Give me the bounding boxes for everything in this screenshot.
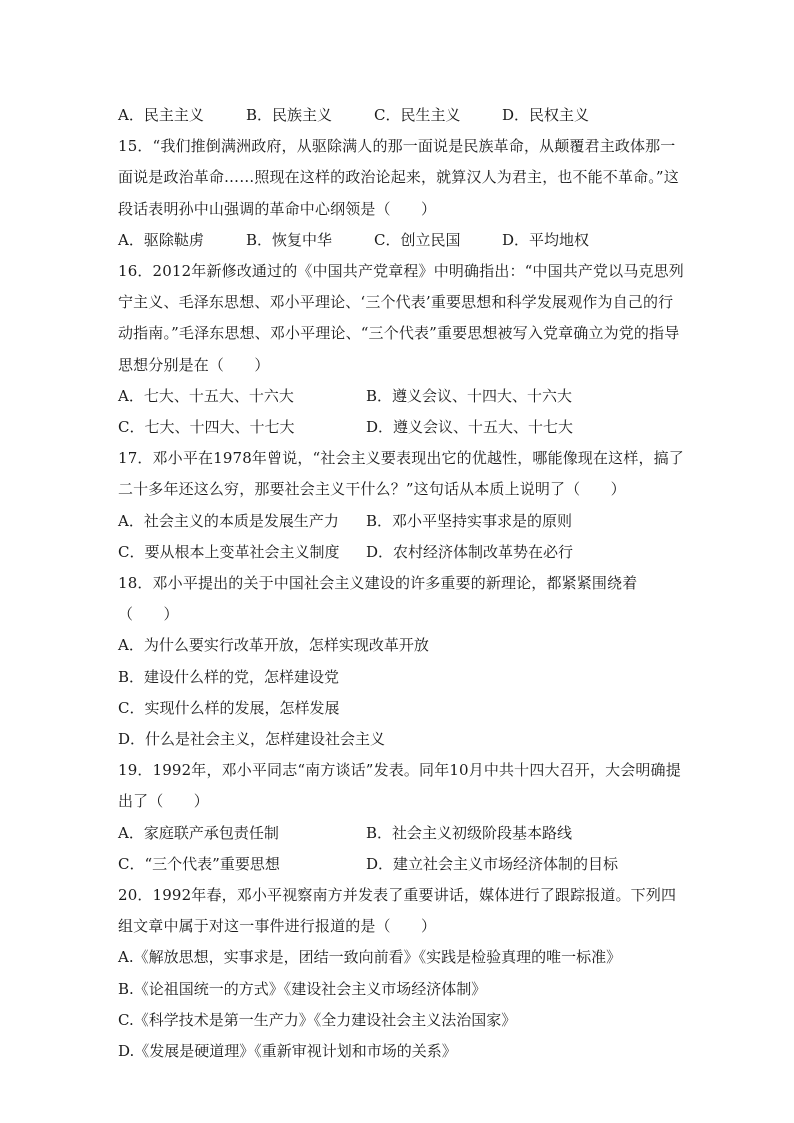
q19-option-d[interactable]: D．建立社会主义市场经济体制的目标 <box>366 854 619 873</box>
q14-option-b[interactable]: B．民族主义 <box>246 106 333 124</box>
q17-option-c[interactable]: C．要从根本上变革社会主义制度 <box>118 542 340 561</box>
q18-stem: 18．邓小平提出的关于中国社会主义建设的许多重要的新理论，都紧紧围绕着（ ） <box>118 574 638 624</box>
q14-option-d[interactable]: D．民权主义 <box>502 106 590 124</box>
q14-options <box>118 100 688 131</box>
q15-stem: 15．“我们推倒满洲政府，从驱除满人的那一面说是民族革命，从颠覆君主政体那一面说是政治革命……照现在这样的政治论起来，就算汉人为君主，也不能不革命。”这段话表明孙中山强调的革命中心纲领是（ ） <box>118 137 679 218</box>
q16-option-d[interactable]: D．遵义会议、十五大、十七大 <box>366 418 574 437</box>
q16-option-b[interactable]: B．遵义会议、十四大、十六大 <box>366 386 573 405</box>
q17-stem: 17．邓小平在1978年曾说，“社会主义要表现出它的优越性，哪能像现在这样，搞了二十多年还这么穷，那要社会主义干什么？”这句话从本质上说明了（ ） <box>118 449 684 499</box>
q15-option-d[interactable]: D．平均地权 <box>502 230 590 249</box>
q20-stem: 20．1992年春，邓小平视察南方并发表了重要讲话，媒体进行了跟踪报道。下列四组文章中属于对这一事件进行报道的是（ ） <box>118 886 677 936</box>
q15-option-c[interactable]: C．创立民国 <box>374 230 461 249</box>
q19-option-c[interactable]: C．“三个代表”重要思想 <box>118 854 280 873</box>
q17-option-d[interactable]: D．农村经济体制改革势在必行 <box>366 542 574 561</box>
q18-option-a[interactable]: A．为什么要实行改革开放，怎样实现改革开放 <box>118 636 429 655</box>
q19-options-row1 <box>118 818 688 849</box>
q20-option-d[interactable]: D.《发展是硬道理》《重新审视计划和市场的关系》 <box>118 1042 457 1061</box>
q15-option-b[interactable]: B．恢复中华 <box>246 230 333 249</box>
q16-options-row2 <box>118 412 688 443</box>
q20-option-c[interactable]: C.《科学技术是第一生产力》《全力建设社会主义法治国家》 <box>118 1010 517 1029</box>
exam-page <box>118 100 688 1067</box>
q15-option-a[interactable]: A．驱除鞑虏 <box>118 230 204 249</box>
q17-options-row1 <box>118 506 688 537</box>
q17-option-a[interactable]: A．社会主义的本质是发展生产力 <box>118 511 339 530</box>
q19-option-a[interactable]: A．家庭联产承包责任制 <box>118 823 279 842</box>
q18-option-c[interactable]: C．实现什么样的发展，怎样发展 <box>118 698 340 717</box>
q14-option-a[interactable]: A．民主主义 <box>118 106 204 124</box>
q20-option-a[interactable]: A.《解放思想，实事求是，团结一致向前看》《实践是检验真理的唯一标准》 <box>118 948 622 967</box>
q18-option-b[interactable]: B．建设什么样的党，怎样建设党 <box>118 667 340 686</box>
q16-option-a[interactable]: A．七大、十五大、十六大 <box>118 386 294 405</box>
q17-option-b[interactable]: B．邓小平坚持实事求是的原则 <box>366 511 573 530</box>
q19-stem: 19．1992年，邓小平同志“南方谈话”发表。同年10月中共十四大召开，大会明确提出了（ ） <box>118 761 681 811</box>
q15-options <box>118 225 688 256</box>
q20-option-b[interactable]: B.《论祖国统一的方式》《建设社会主义市场经济体制》 <box>118 979 487 998</box>
q16-option-c[interactable]: C．七大、十四大、十七大 <box>118 418 295 437</box>
q18-option-d[interactable]: D．什么是社会主义，怎样建设社会主义 <box>118 730 386 749</box>
q16-stem: 16．2012年新修改通过的《中国共产党章程》中明确指出：“中国共产党以马克思列宁主义、毛泽东思想、邓小平理论、‘三个代表’重要思想和科学发展观作为自己的行动指南。”毛泽东思想、邓小平理论、“三个代表”重要思想被写入党章确立为党的指导思想分别是在（ ） <box>118 262 684 374</box>
q16-options-row1 <box>118 381 688 412</box>
q19-option-b[interactable]: B．社会主义初级阶段基本路线 <box>366 823 573 842</box>
q19-options-row2 <box>118 849 688 880</box>
q17-options-row2 <box>118 537 688 568</box>
q14-option-c[interactable]: C．民生主义 <box>374 106 461 124</box>
